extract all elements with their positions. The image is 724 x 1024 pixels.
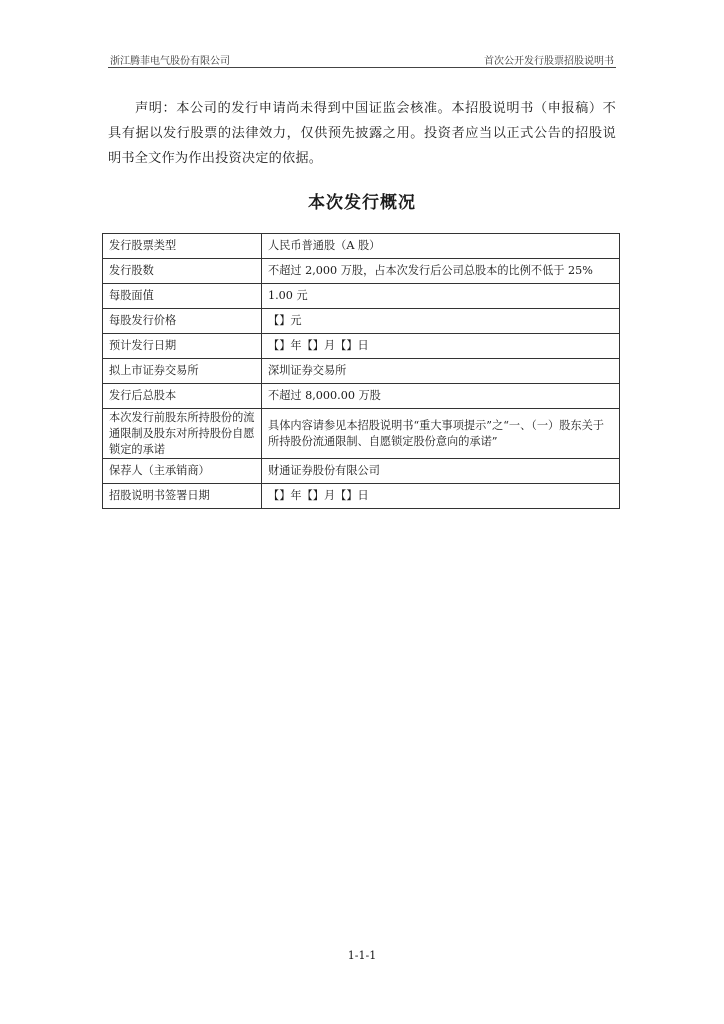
row-label: 本次发行前股东所持股份的流通限制及股东对所持股份自愿锁定的承诺 — [103, 409, 262, 459]
page-number: 1-1-1 — [347, 949, 377, 962]
table-row — [103, 309, 620, 334]
table-row — [103, 234, 620, 259]
table-row — [103, 359, 620, 384]
row-value: 具体内容请参见本招股说明书“重大事项提示”之“一、（一）股东关于所持股份流通限制、自愿锁定股份意向的承诺” — [262, 409, 620, 459]
row-value: 【】年【】月【】日 — [262, 334, 620, 359]
header-divider — [108, 67, 616, 68]
row-label: 拟上市证券交易所 — [103, 359, 262, 384]
row-value: 人民币普通股（A 股） — [262, 234, 620, 259]
table-row — [103, 484, 620, 509]
row-label: 预计发行日期 — [103, 334, 262, 359]
row-label: 保荐人（主承销商） — [103, 459, 262, 484]
table-row — [103, 334, 620, 359]
row-value: 【】元 — [262, 309, 620, 334]
row-value: 不超过 2,000 万股，占本次发行后公司总股本的比例不低于 25% — [262, 259, 620, 284]
table-row — [103, 284, 620, 309]
section-title: 本次发行概况 — [308, 193, 416, 213]
row-value: 不超过 8,000.00 万股 — [262, 384, 620, 409]
header-document-title: 首次公开发行股票招股说明书 — [484, 56, 614, 67]
row-value: 深圳证券交易所 — [262, 359, 620, 384]
row-value: 【】年【】月【】日 — [262, 484, 620, 509]
row-label: 招股说明书签署日期 — [103, 484, 262, 509]
header-company-name: 浙江腾菲电气股份有限公司 — [110, 56, 230, 67]
row-label: 每股发行价格 — [103, 309, 262, 334]
row-label: 发行股票类型 — [103, 234, 262, 259]
row-value: 1.00 元 — [262, 284, 620, 309]
row-value: 财通证券股份有限公司 — [262, 459, 620, 484]
page-header — [108, 50, 616, 66]
row-label: 发行后总股本 — [103, 384, 262, 409]
table-row — [103, 384, 620, 409]
row-label: 发行股数 — [103, 259, 262, 284]
disclaimer-statement: 声明：本公司的发行申请尚未得到中国证监会核准。本招股说明书（申报稿）不具有据以发行股票的法律效力，仅供预先披露之用。投资者应当以正式公告的招股说明书全文作为作出投资决定的依据。 — [108, 101, 616, 166]
row-label: 每股面值 — [103, 284, 262, 309]
offering-overview-table — [102, 233, 620, 509]
table-row — [103, 459, 620, 484]
table-row — [103, 409, 620, 459]
table-row — [103, 259, 620, 284]
